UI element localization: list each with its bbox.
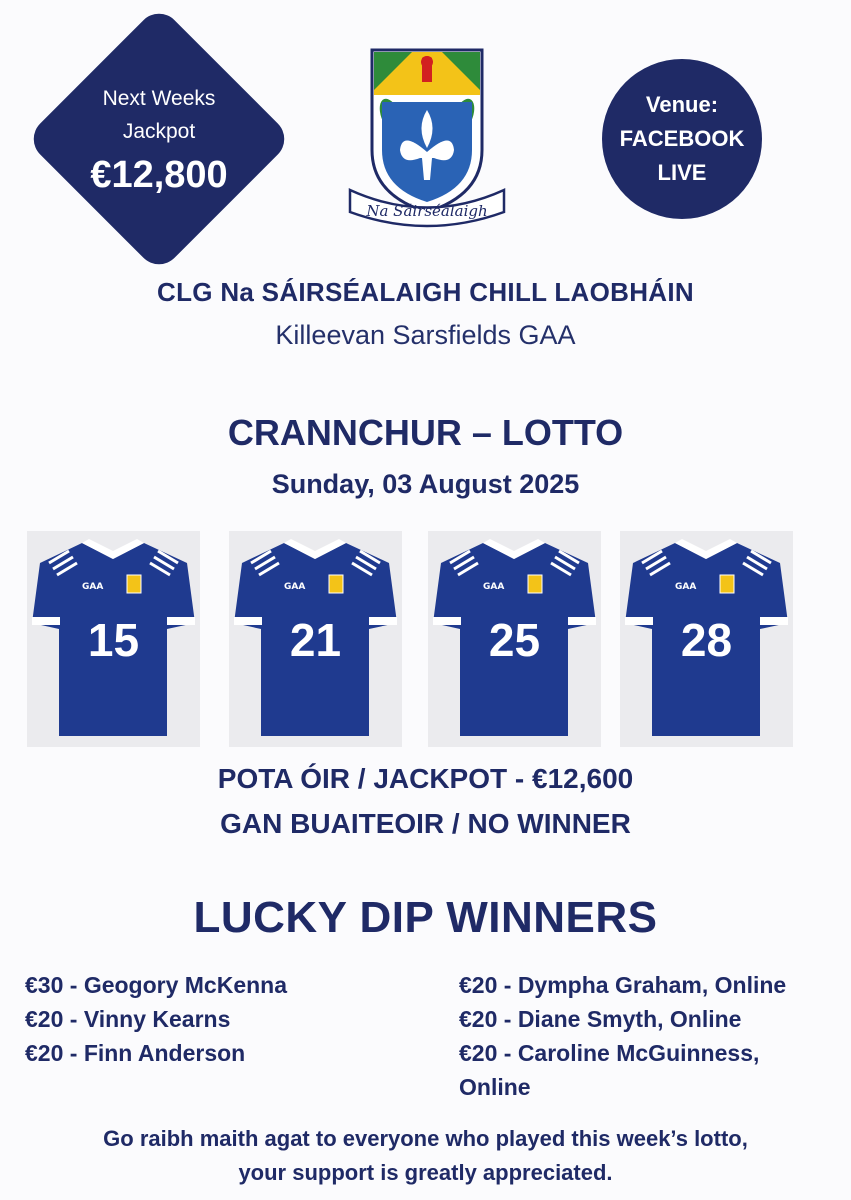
- club-irish-name: CLG Na SÁIRSÉALAIGH CHILL LAOBHÁIN: [157, 277, 694, 307]
- jersey-brand: GAA: [675, 582, 697, 592]
- jersey-card-4: [620, 531, 793, 747]
- thank-you-line2: your support is greatly appreciated.: [238, 1160, 613, 1185]
- jersey-card-2: [229, 531, 402, 747]
- jersey-card-3: [428, 531, 601, 747]
- venue-badge: [602, 59, 762, 219]
- jersey-brand: GAA: [483, 582, 505, 592]
- winners-left-column: [25, 968, 287, 1070]
- winner-item: €30 - Geogory McKenna: [25, 972, 288, 998]
- venue-line2: FACEBOOK: [619, 126, 745, 151]
- next-jackpot-amount: €12,800: [90, 154, 228, 196]
- venue-line3: LIVE: [657, 160, 707, 185]
- lotto-number-2: 21: [289, 614, 342, 666]
- winner-item-continued: Online: [459, 1074, 531, 1100]
- jersey-card-1: [27, 531, 200, 747]
- lucky-dip-title: LUCKY DIP WINNERS: [193, 893, 658, 942]
- venue-line1: Venue:: [645, 92, 719, 117]
- next-jackpot-badge: [25, 5, 293, 273]
- winner-item: €20 - Caroline McGuinness,: [459, 1040, 760, 1066]
- next-jackpot-line2: Jackpot: [122, 120, 196, 143]
- winners-right-column: [459, 968, 786, 1104]
- next-jackpot-line1: Next Weeks: [102, 87, 216, 110]
- lotto-number-1: 15: [87, 614, 140, 666]
- club-crest: [342, 40, 512, 240]
- winner-item: €20 - Vinny Kearns: [25, 1006, 231, 1032]
- jersey-brand: GAA: [82, 582, 104, 592]
- thank-you-line1: Go raibh maith agat to everyone who played this week’s lotto,: [103, 1126, 748, 1151]
- jackpot-line: POTA ÓIR / JACKPOT - €12,600: [217, 763, 634, 794]
- thank-you-message: [0, 1122, 851, 1190]
- crest-motto: Na Sáirséalaigh: [366, 202, 488, 220]
- crest-icon: [342, 40, 512, 240]
- winner-item: €20 - Diane Smyth, Online: [459, 1006, 742, 1032]
- lotto-number-4: 28: [680, 614, 733, 666]
- lotto-number-3: 25: [488, 614, 541, 666]
- lotto-date: Sunday, 03 August 2025: [271, 469, 580, 499]
- winner-item: €20 - Dympha Graham, Online: [459, 972, 787, 998]
- club-english-name: Killeevan Sarsfields GAA: [275, 320, 576, 350]
- winner-item: €20 - Finn Anderson: [25, 1040, 246, 1066]
- lotto-title: CRANNCHUR – LOTTO: [227, 412, 624, 453]
- result-line: GAN BUAITEOIR / NO WINNER: [220, 808, 631, 839]
- jersey-brand: GAA: [284, 582, 306, 592]
